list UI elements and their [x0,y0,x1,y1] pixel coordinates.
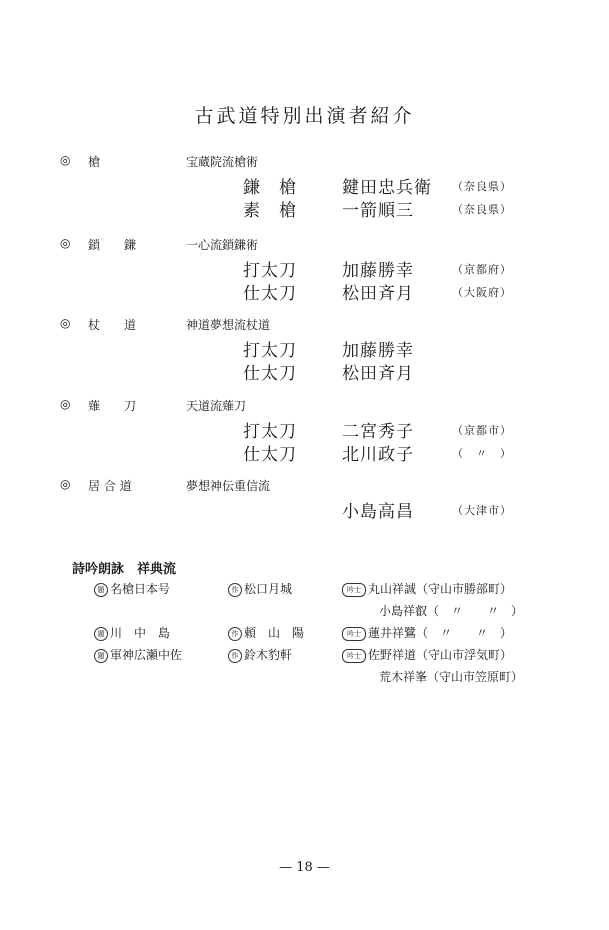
category-name: 槍 [88,155,101,169]
category-school: 宝蔵院流槍術 [186,155,259,169]
reciter-badge: 吟士 [342,627,366,641]
category-mark: ◎ [60,236,71,250]
performer-prefecture: （大津市） [452,504,512,517]
performer-role: 仕太刀 [243,445,297,465]
title-badge: 題 [94,627,108,641]
author-badge: 作 [228,627,242,641]
performer-role: 鎌 槍 [243,178,297,198]
page-title: 古武道特別出演者紹介 [194,105,415,127]
recitation-title: 題 名槍日本号 [94,580,170,597]
category-name: 薙 刀 [88,399,137,413]
category-school: 一心流鎖鎌術 [186,238,259,252]
recitation-reciter: 荒木祥峯（守山市笠原町） [379,670,524,684]
performer-name: 松田斉月 [342,284,414,304]
reciter-place: （守山市笠原町） [427,670,524,684]
category-school: 夢想神伝重信流 [186,479,271,493]
performer-name: 一箭順三 [342,201,414,221]
performer-prefecture: （ 〃 ） [452,447,512,460]
category-mark: ◎ [60,397,71,411]
performer-name: 加藤勝幸 [342,341,414,361]
recitation-heading: 詩吟朗詠 祥典流 [72,562,177,577]
performer-prefecture: （大阪府） [452,286,512,299]
performer-name: 加藤勝幸 [342,261,414,281]
reciter-place: （守山市勝部町） [416,582,513,596]
recitation-title: 題 軍神広瀬中佐 [94,646,182,663]
category-name: 鎖 鎌 [88,238,137,252]
recitation-reciter: 吟士 丸山祥誠（守山市勝部町） [342,580,512,597]
performer-role: 打太刀 [243,341,297,361]
recitation-reciter: 吟士 佐野祥道（守山市浮気町） [342,646,512,663]
performer-prefecture: （京都府） [452,263,512,276]
recitation-reciter: 吟士 蓮井祥鷺（ 〃 〃 ） [342,624,512,641]
performer-prefecture: （京都市） [452,424,512,437]
author-badge: 作 [228,583,242,597]
recitation-author: 作 松口月城 [228,580,292,597]
reciter-place: （守山市浮気町） [416,648,513,662]
category-name: 居 合 道 [88,479,132,493]
performer-name: 小島高昌 [342,502,414,522]
title-badge: 題 [94,583,108,597]
recitation-reciter: 小島祥叡（ 〃 〃 ） [379,604,524,618]
title-badge: 題 [94,649,108,663]
category-mark: ◎ [60,153,71,167]
category-school: 神道夢想流杖道 [186,318,271,332]
performer-name: 北川政子 [342,445,414,465]
author-badge: 作 [228,649,242,663]
performer-name: 二宮秀子 [342,422,414,442]
page-number: — 18 — [279,860,330,875]
performer-name: 松田斉月 [342,364,414,384]
performer-role: 素 槍 [243,201,297,221]
performer-prefecture: （奈良県） [452,203,512,216]
reciter-place: （ 〃 〃 ） [427,604,524,618]
recitation-author: 作 頼 山 陽 [228,624,304,641]
performer-role: 打太刀 [243,261,297,281]
recitation-title: 題 川 中 島 [94,624,170,641]
reciter-place: （ 〃 〃 ） [416,626,513,640]
recitation-author: 作 鈴木豹軒 [228,646,292,663]
performer-role: 仕太刀 [243,284,297,304]
category-school: 天道流薙刀 [186,399,247,413]
performer-name: 鍵田忠兵衛 [342,178,432,198]
performer-role: 打太刀 [243,422,297,442]
category-mark: ◎ [60,316,71,330]
category-name: 杖 道 [88,318,137,332]
reciter-badge: 吟士 [342,649,366,663]
category-mark: ◎ [60,477,71,491]
performer-prefecture: （奈良県） [452,180,512,193]
performer-role: 仕太刀 [243,364,297,384]
reciter-badge: 吟士 [342,583,366,597]
